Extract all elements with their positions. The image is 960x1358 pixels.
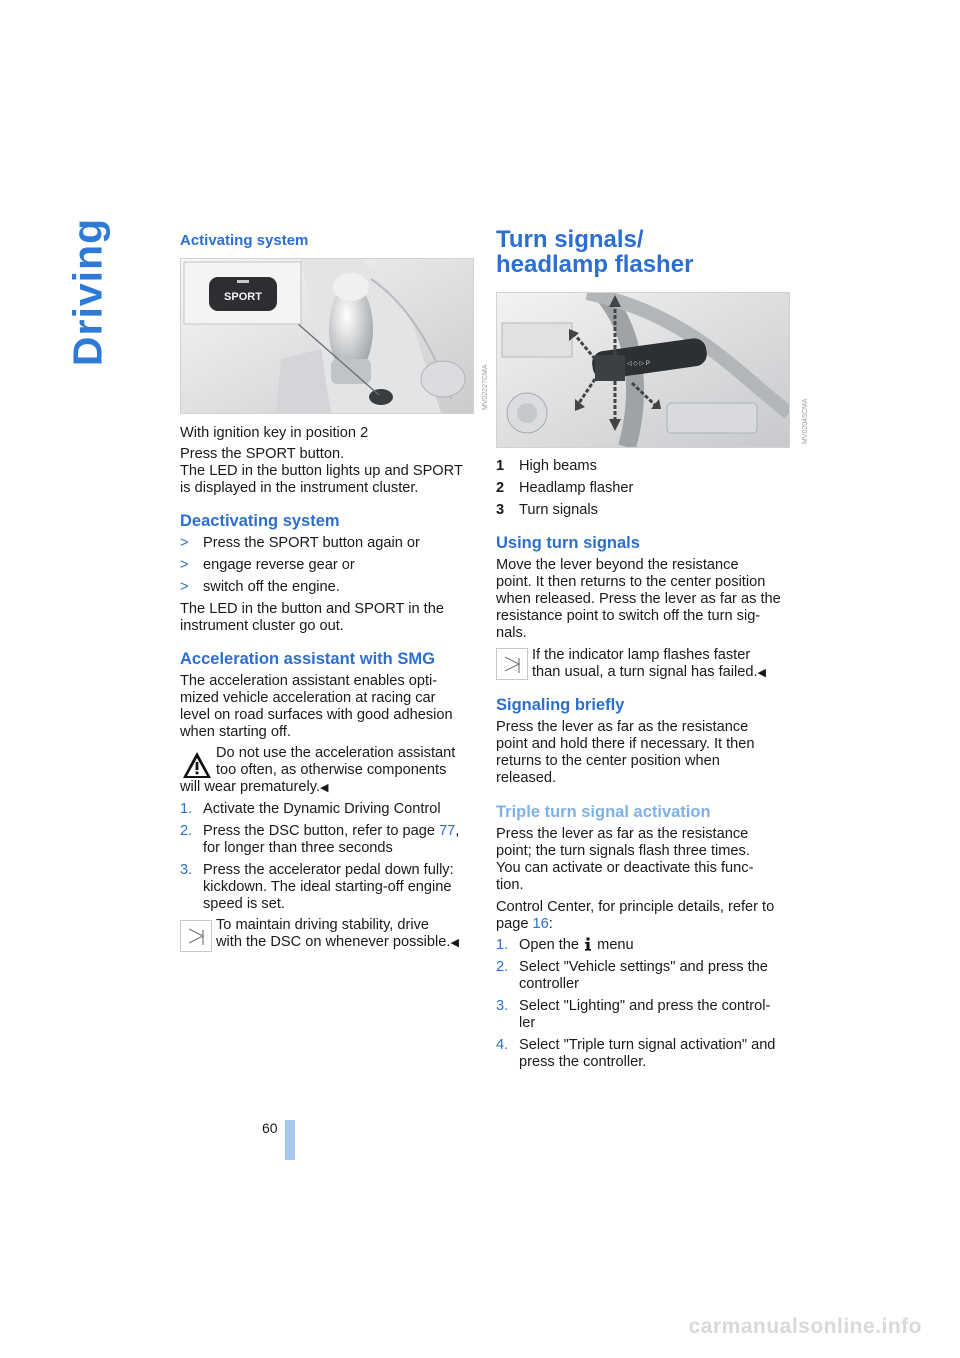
page-number: 60 (262, 1120, 278, 1136)
step-1: 1. Activate the Dynamic Driving Control (180, 801, 441, 817)
triple-line-3: You can activate or deactivate this func- (496, 860, 754, 876)
control-center-line-2: page 16: (496, 916, 553, 932)
heading-acceleration-assistant: Acceleration assistant with SMG (180, 650, 435, 668)
step-2: 2. Press the DSC button, refer to page 77, (180, 823, 460, 839)
watermark: carmanualsonline.info (688, 1315, 922, 1338)
acceleration-line-2: mized vehicle acceleration at racing car (180, 690, 436, 706)
heading-signaling-briefly: Signaling briefly (496, 696, 625, 714)
using-note-line-2: than usual, a turn signal has failed.◀ (532, 664, 767, 680)
activating-line-4: is displayed in the instrument cluster. (180, 480, 419, 496)
steering-column-illustration (497, 293, 789, 447)
info-icon (583, 937, 593, 951)
end-mark: ◀ (320, 782, 329, 794)
heading-activating-system: Activating system (180, 232, 309, 249)
note-icon (180, 920, 212, 952)
triple-line-2: point; the turn signals flash three times. (496, 843, 750, 859)
briefly-line-1: Press the lever as far as the resistance (496, 719, 749, 735)
svg-text:◁ ◇ ▷ P: ◁ ◇ ▷ P (627, 361, 650, 367)
step-3: 3. Press the accelerator pedal down fully: (180, 862, 454, 878)
briefly-line-2: point and hold there if necessary. It then (496, 736, 755, 752)
warning-line-2: too often, as otherwise components (216, 762, 447, 778)
deactivating-list (180, 535, 472, 596)
note-arrow-icon (181, 921, 211, 951)
heading-deactivating-system: Deactivating system (180, 512, 340, 530)
list-item: > engage reverse gear or (180, 557, 355, 573)
end-mark: ◀ (757, 667, 767, 679)
legend-item-2: 2 Headlamp flasher (496, 480, 634, 496)
warning-line-3: will wear prematurely.◀ (180, 779, 329, 795)
control-center-line-1: Control Center, for principle details, refer to (496, 899, 775, 915)
title-line-2: headlamp flasher (496, 251, 694, 278)
legend-item-3: 3 Turn signals (496, 502, 598, 518)
triple-line-1: Press the lever as far as the resistance (496, 826, 749, 842)
section-title (18, 217, 158, 367)
triple-step-1: 1. Open the menu (496, 937, 634, 953)
warning-line-1: Do not use the acceleration assistant (216, 745, 456, 761)
turn-signal-figure (496, 292, 790, 448)
using-line-2: point. It then returns to the center position (496, 574, 766, 590)
step-3-line-3: speed is set. (203, 896, 285, 912)
using-line-3: when released. Press the lever as far as the (496, 591, 781, 607)
briefly-line-4: released. (496, 770, 557, 786)
acceleration-line-4: when starting off. (180, 724, 291, 740)
deactivating-line-1: The LED in the button and SPORT in the (180, 601, 444, 617)
list-marker: > (180, 557, 189, 573)
briefly-line-3: returns to the center position when (496, 753, 720, 769)
using-line-1: Move the lever beyond the resistance (496, 557, 739, 573)
list-marker: > (180, 535, 189, 551)
step-3-line-2: kickdown. The ideal starting-off engine (203, 879, 452, 895)
activating-line-2: Press the SPORT button. (180, 446, 345, 462)
sport-button-figure (180, 258, 474, 414)
image-code: MV02045CMA (802, 398, 809, 444)
using-note-line-1: If the indicator lamp flashes faster (532, 647, 751, 663)
list-marker: > (180, 579, 189, 595)
note-arrow-icon (497, 649, 527, 679)
list-item: > switch off the engine. (180, 579, 340, 595)
image-code: MV02227CMA (482, 364, 489, 410)
acceleration-line-1: The acceleration assistant enables opti- (180, 673, 438, 689)
console-illustration (181, 259, 473, 413)
activating-line-3: The LED in the button lights up and SPORT (180, 463, 463, 479)
triple-step-2-line-2: controller (519, 976, 580, 992)
note-line-1: To maintain driving stability, drive (216, 917, 430, 933)
heading-using-turn-signals: Using turn signals (496, 534, 640, 552)
list-item: > Press the SPORT button again or (180, 535, 420, 551)
triple-line-4: tion. (496, 877, 524, 893)
section-title-text: Driving (64, 217, 111, 367)
title-line-1: Turn signals/ (496, 226, 644, 253)
triple-step-3-line-2: ler (519, 1015, 536, 1031)
triple-step-3: 3. Select "Lighting" and press the control- (496, 998, 771, 1014)
warning-icon (182, 750, 212, 780)
activating-line-1: With ignition key in position 2 (180, 425, 369, 441)
page-link-77[interactable]: 77 (439, 823, 456, 839)
note-line-2: with the DSC on whenever possible.◀ (216, 934, 459, 950)
triple-step-2: 2. Select "Vehicle settings" and press the (496, 959, 768, 975)
page-bar (285, 1120, 295, 1160)
sport-button-label: SPORT (224, 291, 262, 303)
deactivating-line-2: instrument cluster go out. (180, 618, 344, 634)
using-line-5: nals. (496, 625, 527, 641)
heading-triple-turn-signal: Triple turn signal activation (496, 803, 711, 821)
step-2-line-2: for longer than three seconds (203, 840, 393, 856)
note-icon (496, 648, 528, 680)
acceleration-line-3: level on road surfaces with good adhesion (180, 707, 453, 723)
page-link-16[interactable]: 16 (532, 916, 549, 932)
triple-step-4: 4. Select "Triple turn signal activation" and (496, 1037, 776, 1053)
using-line-4: resistance point to switch off the turn sig- (496, 608, 761, 624)
legend-item-1: 1 High beams (496, 458, 597, 474)
end-mark: ◀ (450, 937, 459, 949)
triple-step-4-line-2: press the controller. (519, 1054, 647, 1070)
